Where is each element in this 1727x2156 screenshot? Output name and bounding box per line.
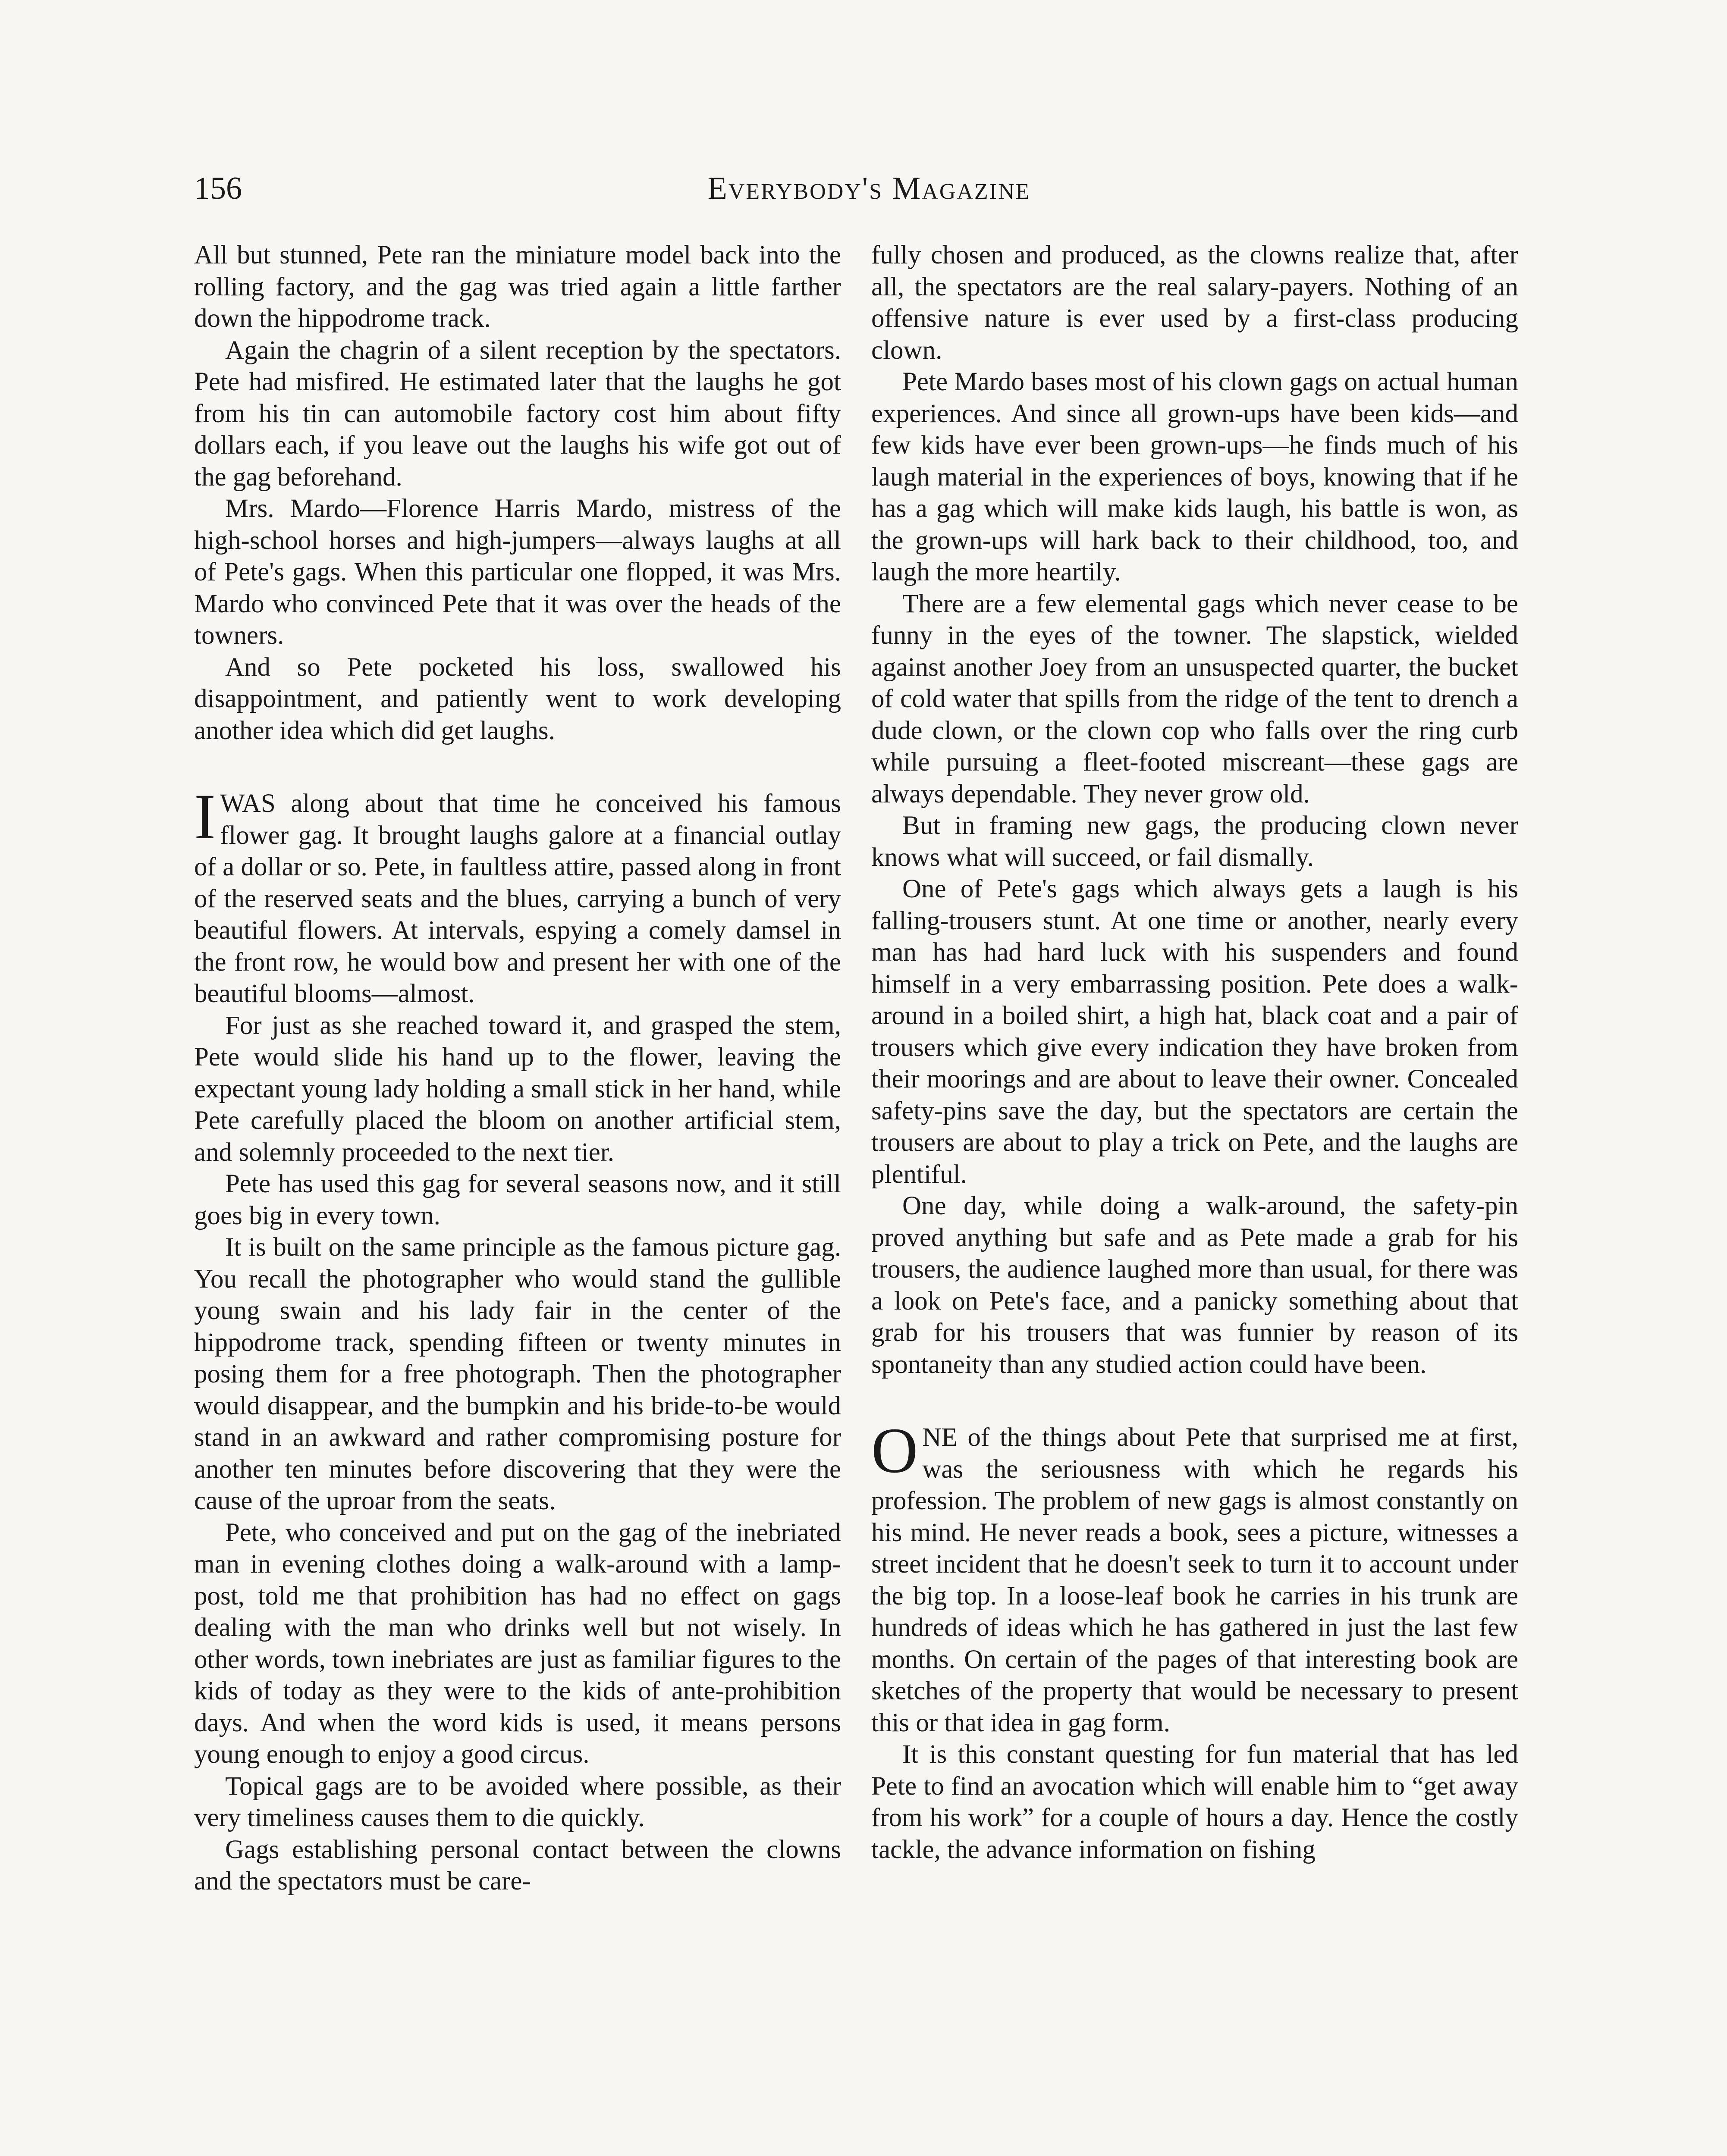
paragraph: fully chosen and produced, as the clowns realize that, after all, the spectators are the real salary-payers. Nothing of an offensive nature is ever used by a first-class producing clown. bbox=[871, 241, 1518, 365]
paragraph: Gags establishing personal contact between the clowns and the spectators must be care- bbox=[194, 1835, 841, 1896]
paragraph: One day, while doing a walk-around, the safety-pin proved anything but safe and as Pete made a grab for his trousers, the audience laughed more than usual, for there was a look on Pete's face, and a panicky something about that grab for his trousers that was funnier by reason of its spontaneity than any studied action could have been. bbox=[871, 1191, 1518, 1379]
running-header bbox=[194, 170, 1544, 222]
paragraph: And so Pete pocketed his loss, swallowed his disappointment, and patiently went to work developing another idea which did get laughs. bbox=[194, 652, 841, 745]
page-number: 156 bbox=[194, 171, 242, 206]
article-column-left bbox=[194, 239, 841, 1897]
paragraph: Pete, who conceived and put on the gag of the inebriated man in evening clothes doing a walk-around with a lamp-post, told me that prohibition has had no effect on gags dealing with the man who drinks well but not wisely. In other words, town inebriates are just as familiar figures to the kids of today as they were to the kids of ante-prohibition days. And when the word kids is used, it means persons young enough to enjoy a good circus. bbox=[194, 1518, 841, 1769]
section-start-paragraph bbox=[871, 1415, 1518, 1739]
drop-cap: O bbox=[871, 1415, 918, 1486]
paragraph: There are a few elemental gags which never cease to be funny in the eyes of the towner. The slapstick, wielded against another Joey from an unsuspected quarter, the bucket of cold water that spills from the ridge of the tent to drench a dude clown, or the clown cop who falls over the ring curb while pursuing a fleet-footed miscreant—these gags are always dependable. They never grow old. bbox=[871, 589, 1518, 808]
drop-cap: I bbox=[194, 781, 216, 852]
paragraph: Pete Mardo bases most of his clown gags on actual human experiences. And since all grown-ups have been kids—and few kids have ever been grown-ups—he finds much of his laugh material in the experiences of boys, knowing that if he has a gag which will make kids laugh, his battle is won, as the grown-ups will hark back to their childhood, too, and laugh the more heartily. bbox=[871, 367, 1518, 586]
paragraph: Topical gags are to be avoided where possible, as their very timeliness causes them to die quickly. bbox=[194, 1771, 841, 1832]
section-start-paragraph bbox=[194, 781, 841, 1010]
paragraph: It is built on the same principle as the famous picture gag. You recall the photographer who would stand the gullible young swain and his lady fair in the center of the hippodrome track, spending fifteen or twenty minutes in posing them for a free photograph. Then the photographer would disappear, and the bumpkin and his bride-to-be would stand in an awkward and rather compromising posture for another ten minutes before discovering that they were the cause of the uproar from the seats. bbox=[194, 1233, 841, 1515]
paragraph: Mrs. Mardo—Florence Harris Mardo, mistress of the high-school horses and high-jumpers—always laughs at all of Pete's gags. When this particular one flopped, it was Mrs. Mardo who convinced Pete that it was over the heads of the towners. bbox=[194, 494, 841, 650]
paragraph-text: WAS along about that time he conceived his famous flower gag. It brought laughs galore at a financial outlay of a dollar or so. Pete, in faultless attire, passed along in front of the reserved seats and the blues, carrying a bunch of very beautiful flowers. At intervals, espying a comely damsel in the front row, he would bow and present her with one of the beautiful blooms—almost. bbox=[194, 789, 841, 1008]
paragraph: Again the chagrin of a silent reception by the spectators. Pete had misfired. He estimated later that the laughs he got from his tin can automobile factory cost him about fifty dollars each, if you leave out the laughs his wife got out of the gag beforehand. bbox=[194, 335, 841, 492]
paragraph: For just as she reached toward it, and grasped the stem, Pete would slide his hand up to the flower, leaving the expectant young lady holding a small stick in her hand, while Pete carefully placed the bloom on another artificial stem, and solemnly proceeded to the next tier. bbox=[194, 1011, 841, 1167]
paragraph: All but stunned, Pete ran the miniature model back into the rolling factory, and the gag was tried again a little farther down the hippodrome track. bbox=[194, 241, 841, 333]
running-title: Everybody's Magazine bbox=[707, 171, 1031, 206]
paragraph: But in framing new gags, the producing clown never knows what will succeed, or fail dismally. bbox=[871, 811, 1518, 872]
paragraph: Pete has used this gag for several seasons now, and it still goes big in every town. bbox=[194, 1169, 841, 1230]
paragraph-text: NE of the things about Pete that surprised me at first, was the seriousness with which he regards his profession. The problem of new gags is almost constantly on his mind. He never reads a book, sees a picture, witnesses a street incident that he doesn't seek to turn it to account under the big top. In a loose-leaf book he carries in his trunk are hundreds of ideas which he has gathered in just the last few months. On certain of the pages of that interesting book are sketches of the property that would be necessary to present this or that idea in gag form. bbox=[871, 1423, 1518, 1737]
paragraph: It is this constant questing for fun material that has led Pete to find an avocation which will enable him to “get away from his work” for a couple of hours a day. Hence the costly tackle, the advance information on fishing bbox=[871, 1740, 1518, 1864]
article-column-right bbox=[871, 239, 1518, 1865]
paragraph: One of Pete's gags which always gets a laugh is his falling-trousers stunt. At one time or another, nearly every man has had hard luck with his suspenders and found himself in a very embarrassing position. Pete does a walk-around in a boiled shirt, a high hat, black coat and a pair of trousers which give every indication they have broken from their moorings and are about to leave their owner. Concealed safety-pins save the day, but the spectators are certain the trousers are about to play a trick on Pete, and the laughs are plentiful. bbox=[871, 874, 1518, 1189]
